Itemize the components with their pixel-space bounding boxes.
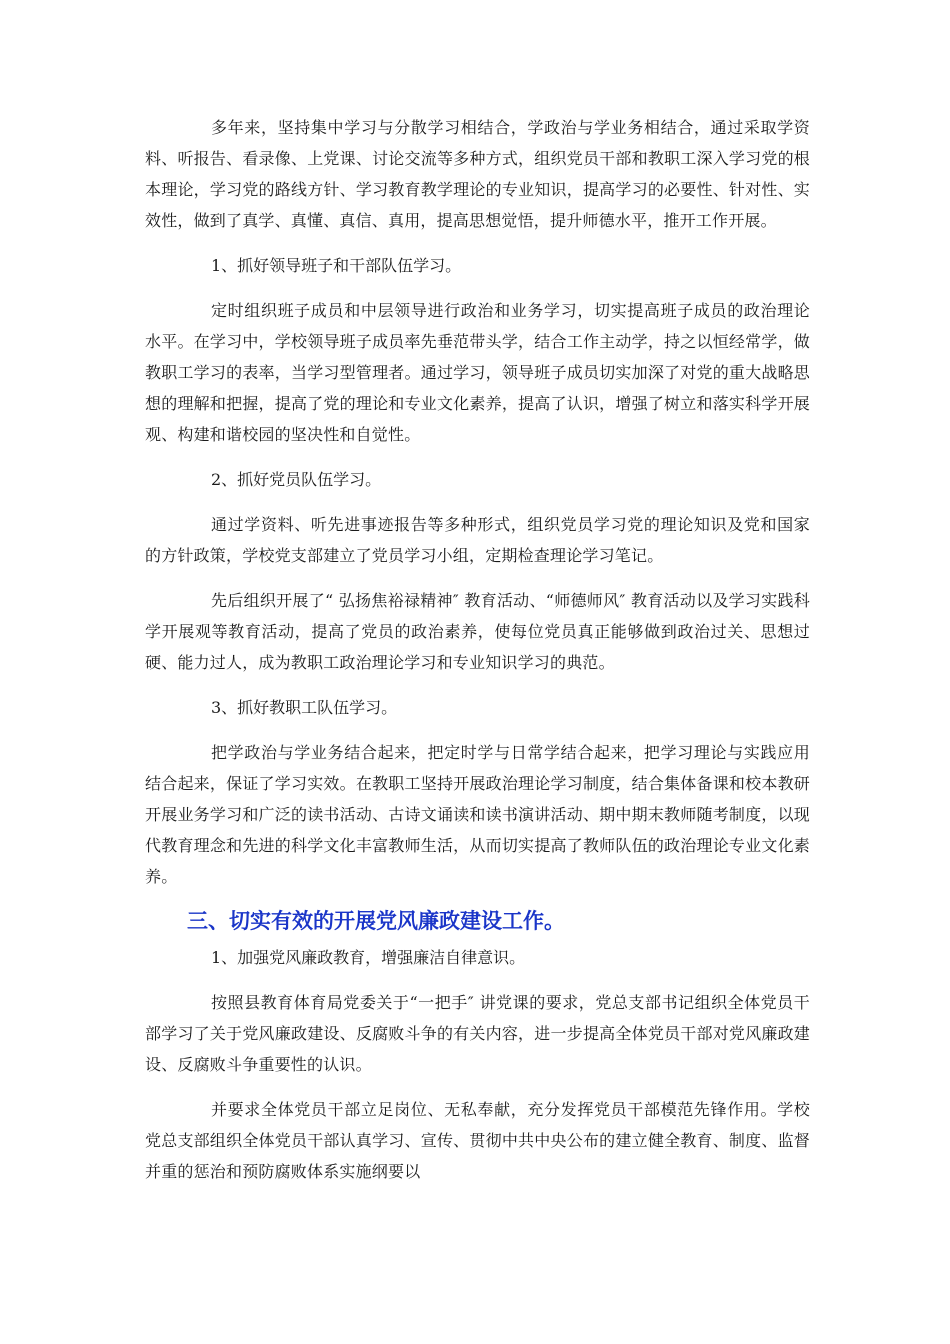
item-integrity-education: 1、加强党风廉政教育，增强廉洁自律意识。 — [211, 948, 526, 967]
item-staff-study: 3、抓好教职工队伍学习。 — [211, 698, 398, 717]
section-heading-integrity: 三、切实有效的开展党风廉政建设工作。 — [187, 909, 565, 933]
paragraph-dedication: 并要求全体党员干部立足岗位、无私奉献，充分发挥党员干部模范先锋作用。学校党总支部组织全体党员干部认真学习、宣传、贯彻中共中央公布的建立健全教育、制度、监督并重的惩治和预防腐败体系实施纲要以 — [145, 1100, 810, 1181]
paragraph-leadership-study: 定时组织班子成员和中层领导进行政治和业务学习，切实提高班子成员的政治理论水平。在学习中，学校领导班子成员率先垂范带头学，结合工作主动学，持之以恒经常学，做教职工学习的表率，当学习型管理者。通过学习，领导班子成员切实加深了对党的重大战略思想的理解和把握，提高了党的理论和专业文化素养，提高了认识，增强了树立和落实科学开展观、构建和谐校园的坚决性和自觉性。 — [145, 301, 810, 444]
item-party-member-study: 2、抓好党员队伍学习。 — [211, 470, 382, 489]
paragraph-party-member-study: 通过学资料、听先进事迹报告等多种形式，组织党员学习党的理论知识及党和国家的方针政策，学校党支部建立了党员学习小组，定期检查理论学习笔记。 — [145, 515, 810, 565]
paragraph-party-lecture: 按照县教育体育局党委关于“一把手″ 讲党课的要求，党总支部书记组织全体党员干部学习了关于党风廉政建设、反腐败斗争的有关内容，进一步提高全体党员干部对党风廉政建设、反腐败斗争重要性的认识。 — [145, 993, 810, 1074]
paragraph-study-overview: 多年来，坚持集中学习与分散学习相结合，学政治与学业务相结合，通过采取学资料、听报告、看录像、上党课、讨论交流等多种方式，组织党员干部和教职工深入学习党的根本理论，学习党的路线方针、学习教育教学理论的专业知识，提高学习的必要性、针对性、实效性，做到了真学、真懂、真信、真用，提高思想觉悟，提升师德水平，推开工作开展。 — [145, 118, 810, 230]
paragraph-staff-study: 把学政治与学业务结合起来，把定时学与日常学结合起来，把学习理论与实践应用结合起来，保证了学习实效。在教职工坚持开展政治理论学习制度，结合集体备课和校本教研开展业务学习和广泛的读书活动、古诗文诵读和读书演讲活动、期中期末教师随考制度，以现代教育理念和先进的科学文化丰富教师生活，从而切实提高了教师队伍的政治理论专业文化素养。 — [145, 743, 810, 886]
paragraph-education-activities: 先后组织开展了“ 弘扬焦裕禄精神″ 教育活动、“师德师风″ 教育活动以及学习实践科学开展观等教育活动，提高了党员的政治素养，使每位党员真正能够做到政治过关、思想过硬、能力过人，成为教职工政治理论学习和专业知识学习的典范。 — [145, 591, 810, 672]
item-leadership-study: 1、抓好领导班子和干部队伍学习。 — [211, 256, 462, 275]
document-page — [145, 112, 810, 1201]
